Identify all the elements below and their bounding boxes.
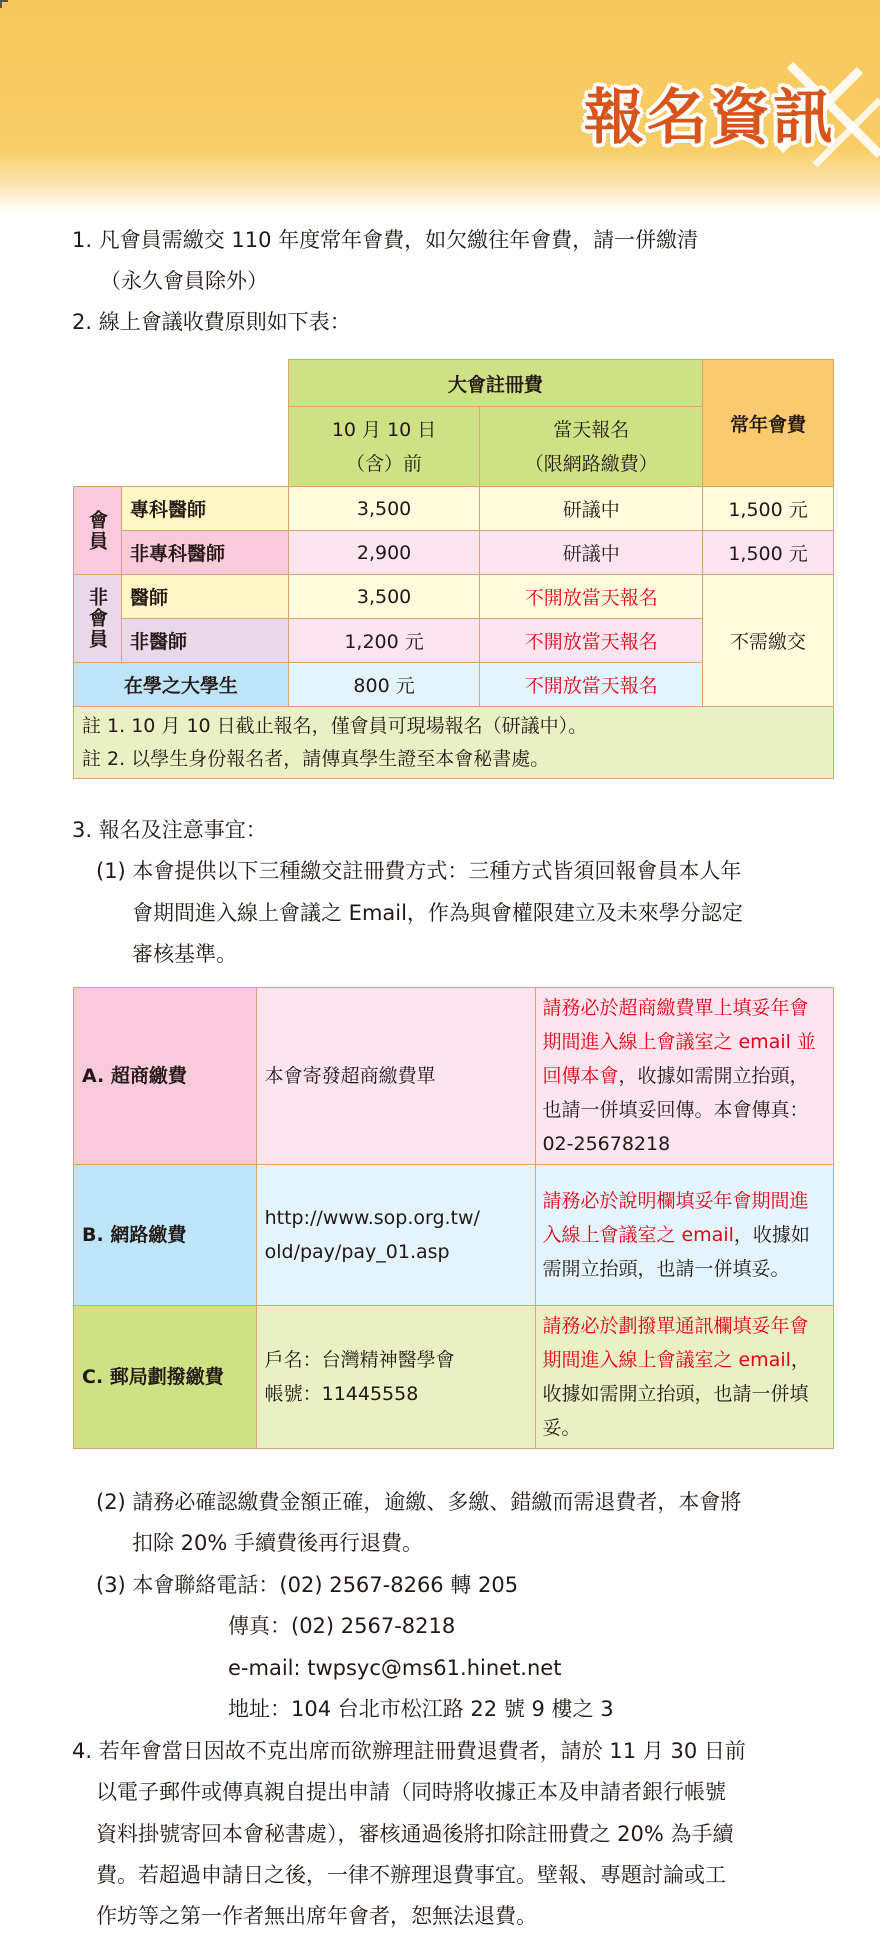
- category-label: 在學之大學生: [74, 663, 289, 707]
- category-label: 專科醫師: [121, 487, 288, 531]
- note-text: ，收據如需開立抬頭，也請一併填妥。: [542, 1349, 810, 1439]
- annual-fee-header: 常年會費: [703, 360, 834, 487]
- section-3-p1-line-3: 審核基準。: [132, 942, 237, 966]
- category-label: 醫師: [121, 575, 288, 619]
- early-registration-header: [288, 407, 480, 487]
- refund-policy-line-2: 以電子郵件或傳真親自提出申請（同時將收據正本及申請者銀行帳號: [96, 1780, 726, 1804]
- intro-item-2: 2. 線上會議收費原則如下表：: [72, 310, 351, 334]
- onsite-registration-header: [480, 407, 703, 487]
- section-3-p1-line-2: 會期間進入線上會議之 Email，作為與會權限建立及未來學分認定: [132, 901, 743, 925]
- refund-policy-line-4: 費。若超過申請日之後，一律不辦理退費事宜。壁報、專題討論或工: [96, 1863, 726, 1887]
- registration-fee-header: 大會註冊費: [288, 360, 702, 407]
- section-3-p2-line-2: 扣除 20% 手續費後再行退費。: [132, 1531, 424, 1555]
- page-title: 報名資訊: [584, 83, 836, 153]
- fee-table-notes: [74, 707, 834, 779]
- intro-item-1-line-2: （永久會員除外）: [100, 269, 268, 293]
- payment-url-line-2[interactable]: old/pay/pay_01.asp: [264, 1241, 450, 1263]
- category-label: 非專科醫師: [121, 531, 288, 575]
- crop-mark-icon: [0, 0, 8, 8]
- category-label: 非醫師: [121, 619, 288, 663]
- member-group-label: 會員: [74, 487, 122, 575]
- note-text: ，收據如需開立抬頭，也請一併填妥回傳。本會傳真：02-25678218: [542, 1065, 809, 1155]
- contact-phone: (3) 本會聯絡電話：(02) 2567-8266 轉 205: [96, 1573, 519, 1597]
- onsite-fee: 研議中: [480, 487, 703, 531]
- payment-method-detail: 本會寄發超商繳費單: [256, 988, 536, 1165]
- refund-policy-line-3: 資料掛號寄回本會秘書處），審核通過後將扣除註冊費之 20% 為手續: [96, 1822, 734, 1846]
- payment-method-note: [536, 1165, 834, 1306]
- annual-fee-not-required: 不需繳交: [703, 575, 834, 707]
- onsite-header-line-1: 當天報名: [553, 418, 630, 441]
- note-highlight: 請務必於超商繳費單上填妥年會期間進入線上會議室之 email 並回傳本會: [542, 997, 816, 1087]
- onsite-fee: 研議中: [480, 531, 703, 575]
- onsite-fee: 不開放當天報名: [480, 663, 703, 707]
- early-fee: 800 元: [288, 663, 480, 707]
- payment-method-detail: [256, 1165, 536, 1306]
- payment-method-detail: [256, 1306, 536, 1449]
- contact-fax: 傳真：(02) 2567-8218: [228, 1614, 456, 1638]
- annual-fee: 1,500 元: [703, 487, 834, 531]
- fee-table-blank-corner: [74, 360, 289, 487]
- early-header-line-2: （含）前: [346, 452, 423, 475]
- account-name: 戶名：台灣精神醫學會: [264, 1349, 455, 1371]
- contact-address: 地址：104 台北市松江路 22 號 9 樓之 3: [228, 1697, 614, 1721]
- payment-method-table: [73, 987, 834, 1449]
- payment-method-note: [536, 1306, 834, 1449]
- fee-note-1: 註 1. 10 月 10 日截止報名，僅會員可現場報名（研議中）。: [82, 714, 588, 737]
- note-highlight: 請務必於說明欄填妥年會期間進入線上會議室之 email: [542, 1190, 809, 1246]
- refund-policy-line-1: 4. 若年會當日因故不克出席而欲辦理註冊費退費者，請於 11 月 30 日前: [72, 1739, 746, 1763]
- onsite-fee: 不開放當天報名: [480, 575, 703, 619]
- annual-fee: 1,500 元: [703, 531, 834, 575]
- header-banner: [0, 0, 880, 212]
- early-fee: 2,900: [288, 531, 480, 575]
- early-fee: 1,200 元: [288, 619, 480, 663]
- early-fee: 3,500: [288, 487, 480, 531]
- section-3-p1-line-1: (1) 本會提供以下三種繳交註冊費方式：三種方式皆須回報會員本人年: [96, 859, 742, 883]
- onsite-fee: 不開放當天報名: [480, 619, 703, 663]
- payment-method-label: C. 郵局劃撥繳費: [74, 1306, 257, 1449]
- refund-policy-line-5: 作坊等之第一作者無出席年會者，恕無法退費。: [96, 1904, 537, 1928]
- fee-table: [73, 359, 834, 779]
- intro-item-1-line-1: 1. 凡會員需繳交 110 年度常年會費，如欠繳往年會費，請一併繳清: [72, 228, 699, 252]
- early-fee: 3,500: [288, 575, 480, 619]
- early-header-line-1: 10 月 10 日: [331, 418, 437, 441]
- nonmember-group-label: 非會員: [74, 575, 122, 663]
- contact-email[interactable]: e-mail: twpsyc@ms61.hinet.net: [228, 1656, 562, 1680]
- note-highlight: 請務必於劃撥單通訊欄填妥年會期間進入線上會議室之 email: [542, 1315, 809, 1371]
- payment-method-note: [536, 988, 834, 1165]
- section-3-title: 3. 報名及注意事宜：: [72, 818, 267, 842]
- account-number: 帳號：11445558: [264, 1383, 419, 1405]
- payment-method-label: B. 網路繳費: [74, 1165, 257, 1306]
- note-text: ，收據如需開立抬頭，也請一併填妥。: [542, 1224, 810, 1280]
- onsite-header-line-2: （限網路繳費）: [524, 452, 658, 475]
- payment-url-line-1[interactable]: http://www.sop.org.tw/: [264, 1207, 480, 1229]
- fee-note-2: 註 2. 以學生身份報名者，請傳真學生證至本會秘書處。: [82, 747, 550, 770]
- payment-method-label: A. 超商繳費: [74, 988, 257, 1165]
- section-3-p2-line-1: (2) 請務必確認繳費金額正確，逾繳、多繳、錯繳而需退費者，本會將: [96, 1490, 742, 1514]
